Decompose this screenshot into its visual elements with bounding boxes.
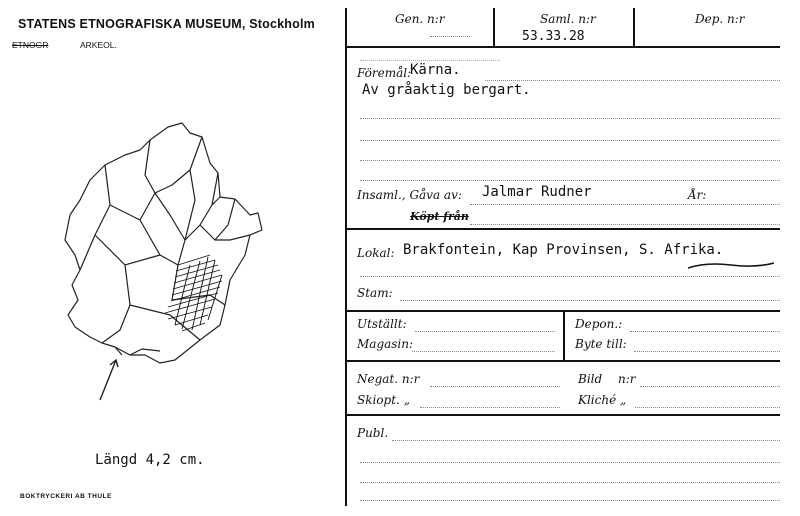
header-col-divider-2 — [633, 8, 635, 46]
lokal-label: Lokal: — [357, 246, 395, 260]
mid-col-divider — [563, 310, 565, 360]
saml-nr-label: Saml. n:r — [540, 12, 596, 26]
lokal-value: Brakfontein, Kap Provinsen, S. Afrika. — [403, 242, 724, 258]
ar-label: År: — [688, 188, 707, 202]
divider-negat — [345, 360, 780, 362]
gen-nr-label: Gen. n:r — [395, 12, 445, 26]
core-drawing — [50, 115, 280, 415]
foremal-label: Föremål: — [357, 66, 412, 80]
divider-publ — [345, 414, 780, 416]
printer-imprint: BOKTRYCKERI AB THULE — [20, 493, 112, 500]
dep-nr-label: Dep. n:r — [695, 12, 745, 26]
arrow-icon — [100, 360, 118, 400]
length-caption: Längd 4,2 cm. — [95, 452, 205, 468]
publ-label: Publ. — [357, 426, 389, 440]
saml-nr-value: 53.33.28 — [522, 29, 585, 44]
struck-purchase-note: Köpt från — [410, 210, 469, 223]
stam-label: Stam: — [357, 286, 393, 300]
foremal-value: Kärna. — [410, 62, 461, 78]
kliche-label: Kliché „ — [578, 393, 627, 407]
museum-header: STATENS ETNOGRAFISKA MUSEUM, Stockholm — [18, 17, 315, 31]
underline-mark — [686, 260, 776, 272]
byte-till-label: Byte till: — [575, 337, 627, 351]
divider-lokal — [345, 228, 780, 230]
bild-nr-label: n:r — [618, 372, 636, 386]
magasin-label: Magasin: — [357, 337, 414, 351]
insaml-label: Insaml., Gåva av: — [357, 188, 462, 202]
description-value: Av gråaktig bergart. — [362, 82, 531, 98]
department-struck: ETNOGR — [12, 40, 49, 50]
insaml-value: Jalmar Rudner — [482, 184, 592, 200]
department-label: ARKEOL. — [80, 40, 117, 50]
skiopt-label: Skiopt. „ — [357, 393, 410, 407]
header-col-divider-1 — [493, 8, 495, 46]
header-divider — [345, 46, 780, 48]
bild-label: Bild — [578, 372, 603, 386]
negat-label: Negat. n:r — [357, 372, 420, 386]
card-left-border — [345, 8, 347, 506]
depon-label: Depon.: — [575, 317, 623, 331]
utstallt-label: Utställt: — [357, 317, 407, 331]
